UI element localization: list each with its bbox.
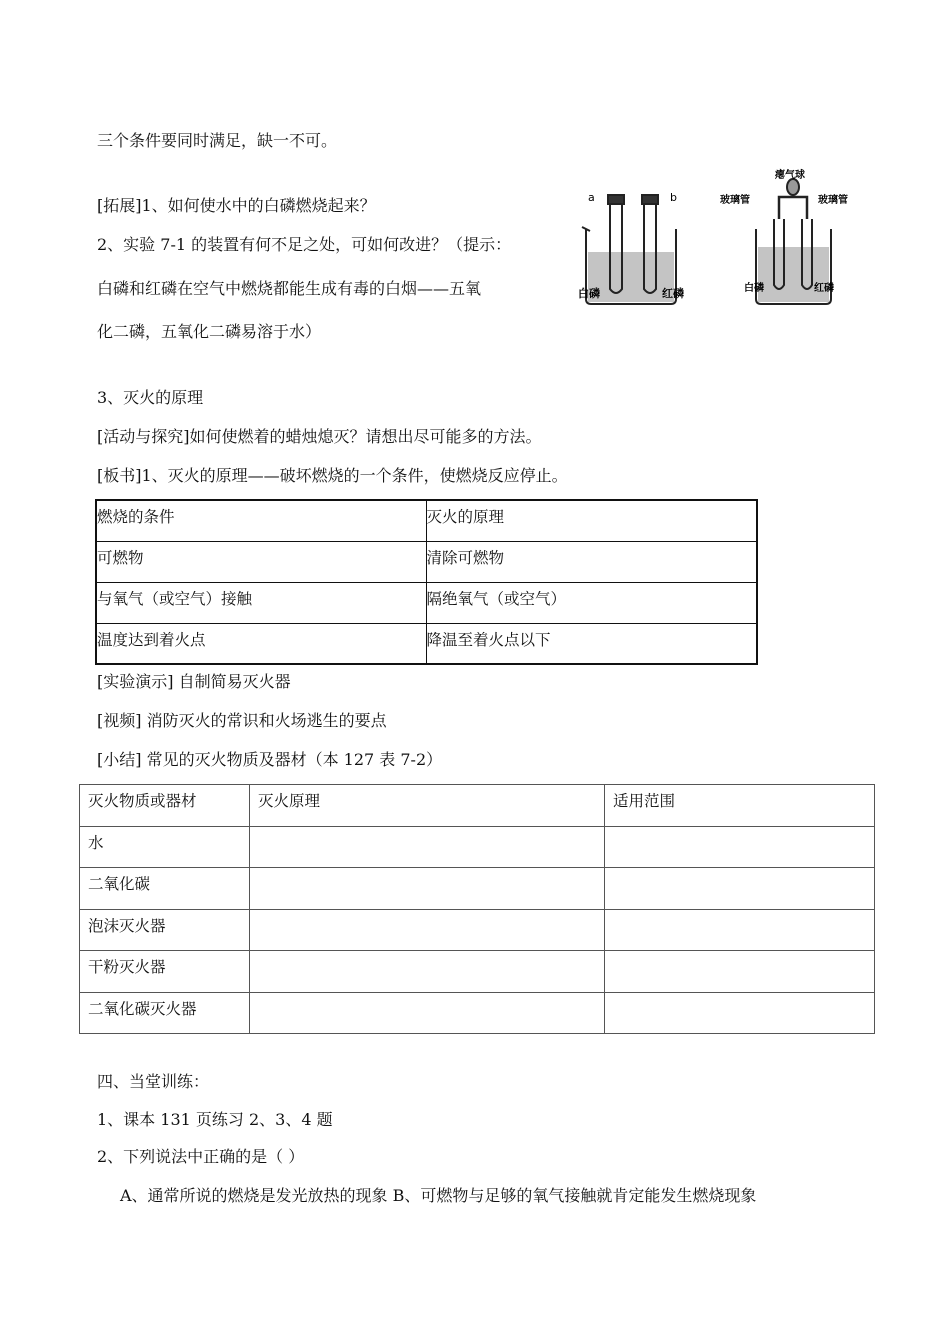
table-cell: 燃烧的条件 [96, 500, 426, 541]
table-cell: 灭火的原理 [426, 500, 757, 541]
text-line-activity: [活动与探究]如何使燃着的蜡烛熄灭？请想出尽可能多的方法。 [97, 427, 542, 446]
table-cell [250, 909, 605, 951]
combustion-extinguish-table [95, 499, 758, 665]
table-cell: 可燃物 [96, 541, 426, 582]
text-line-summary: [小结] 常见的灭火物质及器材（本 127 表 7-2） [97, 750, 443, 769]
extinguisher-table [79, 784, 875, 1034]
label-a: a [588, 191, 595, 204]
table-cell: 与氧气（或空气）接触 [96, 582, 426, 623]
label-white-phosphorus-left: 白磷 [578, 287, 600, 300]
table-row [96, 500, 757, 541]
table-row [96, 582, 757, 623]
table-row [80, 992, 875, 1034]
label-white-phosphorus-right: 白磷 [744, 283, 764, 294]
text-line-question-2: 2、实验 7-1 的装置有何不足之处，可如何改进？（提示： [97, 235, 512, 254]
table-cell: 降温至着火点以下 [426, 623, 757, 664]
text-line-board: [板书]1、灭火的原理——破坏燃烧的一个条件，使燃烧反应停止。 [97, 466, 568, 485]
table-cell [605, 868, 875, 910]
table-cell: 温度达到着火点 [96, 623, 426, 664]
table-cell [250, 992, 605, 1034]
table-cell [250, 826, 605, 868]
table-header-cell: 灭火原理 [250, 785, 605, 827]
table-cell [605, 951, 875, 993]
table-header-cell: 适用范围 [605, 785, 875, 827]
label-glass-tube-left: 玻璃管 [720, 195, 750, 206]
label-glass-tube-right: 玻璃管 [818, 195, 848, 206]
label-red-phosphorus-right: 红磷 [814, 283, 834, 294]
table-row [96, 623, 757, 664]
table-cell: 泡沫灭火器 [80, 909, 250, 951]
table-cell [605, 909, 875, 951]
text-line-exercise-2: 2、下列说法中正确的是（ ） [97, 1147, 305, 1166]
text-line-options: A、通常所说的燃烧是发光放热的现象 B、可燃物与足够的氧气接触就肯定能发生燃烧现象 [120, 1186, 757, 1205]
table-cell: 二氧化碳灭火器 [80, 992, 250, 1034]
text-line-demo: [实验演示] 自制简易灭火器 [97, 672, 291, 691]
label-b: b [670, 191, 677, 204]
label-red-phosphorus-left: 红磷 [662, 287, 684, 300]
text-line-hint-1: 白磷和红磷在空气中燃烧都能生成有毒的白烟——五氧 [97, 279, 482, 298]
text-line-conditions: 三个条件要同时满足，缺一不可。 [97, 131, 338, 150]
section-heading-extinguish: 3、灭火的原理 [97, 388, 204, 407]
table-row [80, 951, 875, 993]
table-cell [605, 826, 875, 868]
text-line-extension: [拓展]1、如何使水中的白磷燃烧起来？ [97, 196, 376, 215]
text-line-video: [视频] 消防灭火的常识和火场逃生的要点 [97, 711, 387, 730]
table-cell: 清除可燃物 [426, 541, 757, 582]
table-cell [250, 951, 605, 993]
table-cell [250, 868, 605, 910]
table-row [80, 826, 875, 868]
text-line-exercise-1: 1、课本 131 页练习 2、3、4 题 [97, 1110, 333, 1129]
text-line-hint-2: 化二磷，五氧化二磷易溶于水） [97, 322, 322, 341]
table-cell: 二氧化碳 [80, 868, 250, 910]
table-row [96, 541, 757, 582]
apparatus-figure [574, 167, 874, 309]
table-row [80, 909, 875, 951]
table-header-row [80, 785, 875, 827]
section-heading-practice: 四、当堂训练： [97, 1072, 210, 1091]
label-balloon: 瘪气球 [775, 170, 805, 181]
table-row [80, 868, 875, 910]
table-cell [605, 992, 875, 1034]
table-cell: 干粉灭火器 [80, 951, 250, 993]
table-header-cell: 灭火物质或器材 [80, 785, 250, 827]
table-cell: 隔绝氧气（或空气） [426, 582, 757, 623]
table-cell: 水 [80, 826, 250, 868]
